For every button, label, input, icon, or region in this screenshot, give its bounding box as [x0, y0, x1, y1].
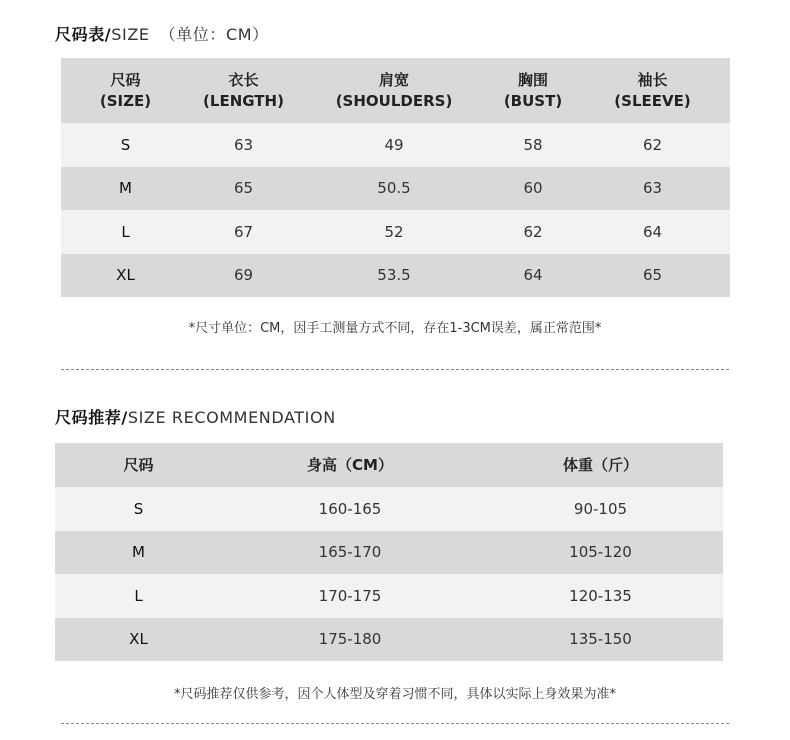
height-cell: 165-170	[318, 543, 382, 562]
sleeve-cell: 64	[642, 222, 663, 241]
size-chart-unit: （单位：CM）	[159, 25, 269, 44]
header-sleeve: 袖长 (SLEEVE)	[614, 70, 691, 110]
size-chart-title	[55, 22, 269, 45]
height-cell: 170-175	[318, 586, 382, 605]
header-size: 尺码 (SIZE)	[99, 70, 152, 110]
shoulders-cell: 50.5	[377, 179, 411, 198]
table-row	[61, 210, 730, 254]
bust-cell: 62	[523, 222, 543, 241]
table-row	[61, 167, 730, 211]
bust-cell: 64	[523, 266, 543, 285]
length-cell: 67	[233, 222, 254, 241]
table-row	[55, 487, 723, 531]
length-cell: 69	[233, 266, 254, 285]
sleeve-cell: 62	[642, 135, 663, 154]
size-cell: XL	[116, 266, 135, 285]
height-cell: 175-180	[318, 630, 382, 649]
dashed-divider	[61, 369, 729, 370]
header-weight: 体重（斤）	[562, 455, 638, 474]
size-cell: S	[133, 499, 144, 518]
dashed-divider	[61, 723, 729, 724]
header-bust: 胸围 (BUST)	[503, 70, 563, 110]
size-cell: M	[119, 179, 132, 198]
size-chart-title-en: SIZE	[111, 25, 150, 44]
size-chart-note: *尺寸单位：CM，因手工测量方式不同，存在1-3CM误差，属正常范围*	[188, 321, 602, 336]
size-recommendation-title-zh: 尺码推荐/	[55, 408, 128, 427]
header-height: 身高（CM）	[307, 455, 393, 474]
length-cell: 63	[233, 135, 254, 154]
length-cell: 65	[233, 179, 254, 198]
table-row	[61, 254, 730, 298]
sleeve-cell: 65	[642, 266, 663, 285]
weight-cell: 90-105	[573, 499, 628, 518]
header-length: 衣长 (LENGTH)	[203, 70, 284, 110]
header-size: 尺码	[123, 455, 154, 474]
bust-cell: 58	[523, 135, 543, 154]
size-cell: L	[121, 222, 130, 241]
shoulders-cell: 53.5	[377, 266, 411, 285]
weight-cell: 120-135	[569, 586, 632, 605]
size-recommendation-title-en: SIZE RECOMMENDATION	[127, 408, 336, 427]
table-row	[55, 574, 723, 618]
size-cell: L	[134, 586, 143, 605]
table-row	[61, 123, 730, 167]
size-chart-table	[61, 58, 730, 297]
size-recommendation-note: *尺码推荐仅供参考，因个人体型及穿着习惯不同，具体以实际上身效果为准*	[173, 687, 616, 702]
size-chart-title-zh: 尺码表/	[55, 25, 112, 44]
size-cell: XL	[129, 630, 148, 649]
shoulders-cell: 52	[384, 222, 404, 241]
size-recommendation-title	[55, 405, 336, 428]
bust-cell: 60	[523, 179, 543, 198]
shoulders-cell: 49	[384, 135, 404, 154]
weight-cell: 135-150	[569, 630, 632, 649]
size-recommendation-table	[55, 443, 723, 661]
table-row	[55, 531, 723, 575]
size-recommendation-header-row	[55, 443, 723, 487]
table-row	[55, 618, 723, 662]
weight-cell: 105-120	[569, 543, 632, 562]
size-cell: S	[120, 135, 131, 154]
sleeve-cell: 63	[642, 179, 663, 198]
header-shoulders: 肩宽 (SHOULDERS)	[335, 70, 453, 110]
height-cell: 160-165	[318, 499, 382, 518]
size-chart-header-row	[61, 58, 730, 123]
size-cell: M	[132, 543, 145, 562]
